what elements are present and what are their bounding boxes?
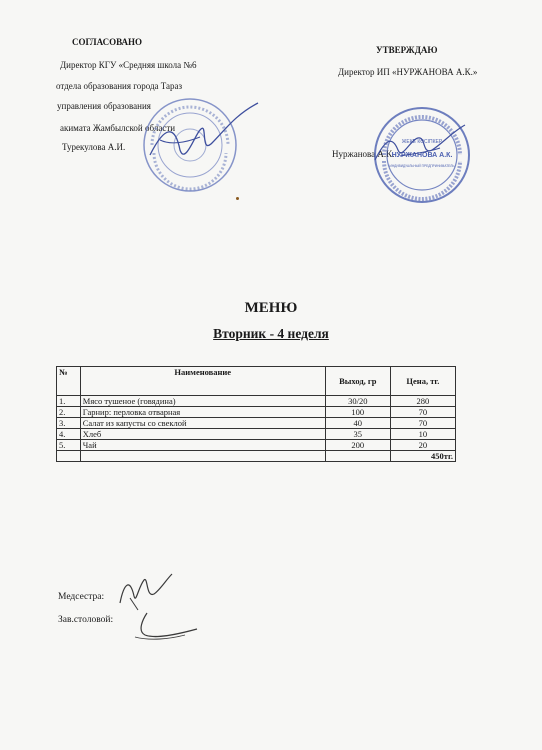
nurse-label: Медсестра: [58,592,105,602]
approval-left-line1: Директор КГУ «Средняя школа №6 [60,60,197,70]
table-header-row [57,367,456,396]
page-title: МЕНЮ [244,300,298,316]
approval-left-line4: акимата Жамбылской области [60,123,176,133]
table-row [57,429,456,440]
col-header-price: Цена, тг. [390,367,455,396]
row-price: 70 [390,418,455,429]
approval-right-heading: УТВЕРЖДАЮ [376,45,438,55]
ink-dot [236,197,239,200]
approval-left-heading: СОГЛАСОВАНО [72,37,143,47]
row-price: 70 [390,407,455,418]
table-row [57,396,456,407]
row-name: Гарнир: перловка отварная [80,407,325,418]
row-price: 20 [390,440,455,451]
row-name: Мясо тушеное (говядина) [80,396,325,407]
table-row [57,407,456,418]
row-num: 2. [57,407,81,418]
stamp-top-text: ЖЕКЕ КӘСІПКЕР [401,139,443,145]
total-price: 450тг. [390,451,455,462]
table-row [57,440,456,451]
row-output: 200 [325,440,390,451]
row-output: 35 [325,429,390,440]
table-total-row [57,451,456,462]
menu-table [56,366,456,462]
row-output: 30/20 [325,396,390,407]
row-num: 4. [57,429,81,440]
stamp-sub-text: ИНДИВИДУАЛЬНЫЙ ПРЕДПРИНИМАТЕЛЬ [389,164,455,168]
row-name: Чай [80,440,325,451]
approval-right-name: Нуржанова А.К. [332,149,395,159]
row-price: 10 [390,429,455,440]
canteen-signature-icon [125,605,205,645]
right-signature-icon [370,120,470,170]
row-name: Хлеб [80,429,325,440]
col-header-name: Наименование [80,367,325,396]
row-name: Салат из капусты со свеклой [80,418,325,429]
row-num: 5. [57,440,81,451]
col-header-num: № [57,367,81,396]
left-signature-icon [140,95,270,170]
row-output: 100 [325,407,390,418]
approval-left-name: Турекулова А.И. [62,142,126,152]
row-price: 280 [390,396,455,407]
page-subtitle: Вторник - 4 неделя [213,326,329,341]
approval-left-line3: управления образования [57,101,151,111]
table-row [57,418,456,429]
row-num: 1. [57,396,81,407]
approval-right-line1: Директор ИП «НУРЖАНОВА А.К.» [338,67,478,77]
canteen-label: Зав.столовой: [58,615,114,625]
stamp-center-text: НУРЖАНОВА А.К. [391,152,453,159]
approval-left-line2: отдела образования города Тараз [56,81,183,91]
row-num: 3. [57,418,81,429]
col-header-output: Выход, гр [325,367,390,396]
row-output: 40 [325,418,390,429]
